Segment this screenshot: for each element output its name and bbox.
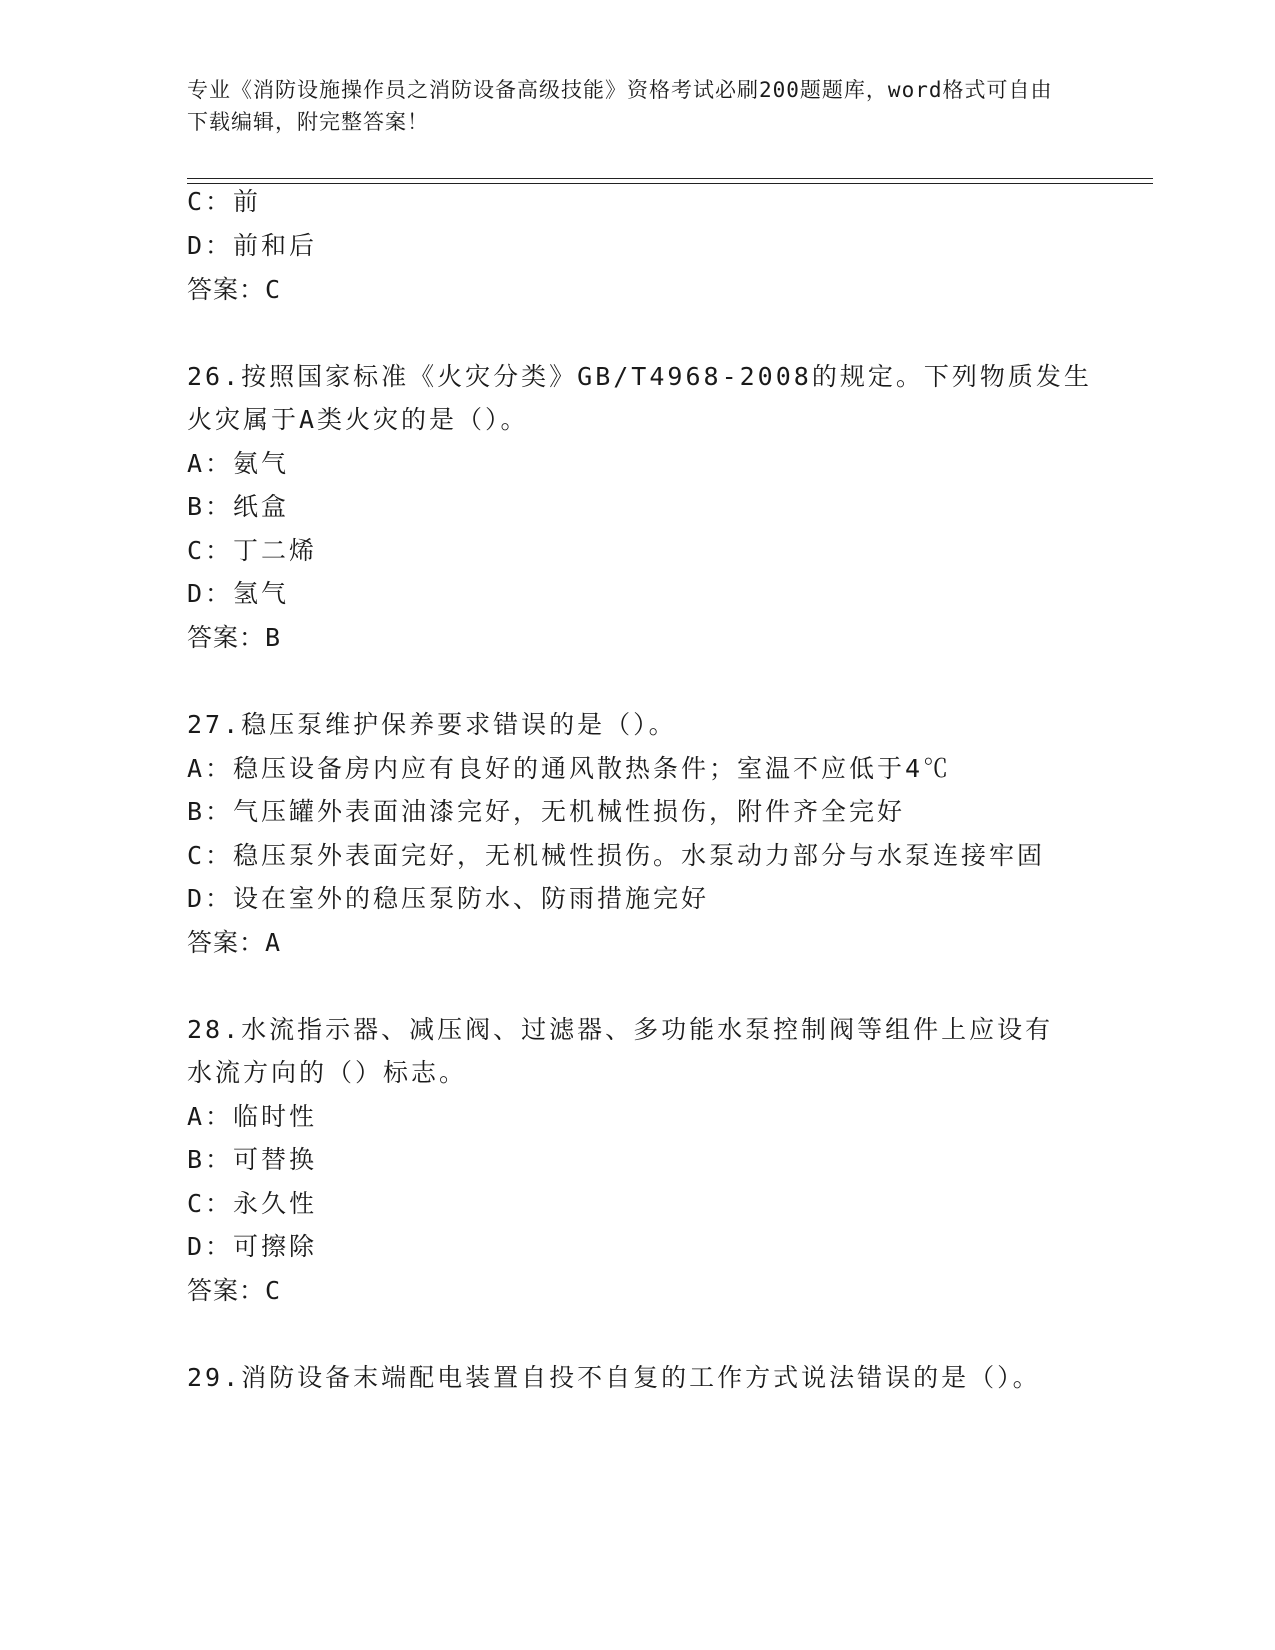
question-29-stem: 29.消防设备末端配电装置自投不自复的工作方式说法错误的是（）。 — [187, 1363, 1041, 1392]
question-27-option-a: A：稳压设备房内应有良好的通风散热条件；室温不应低于4℃ — [187, 754, 952, 783]
question-26-stem-cont: 火灾属于A类火灾的是（）。 — [187, 405, 529, 434]
question-28-answer: 答案：C — [187, 1276, 282, 1305]
question-28-stem: 28.水流指示器、减压阀、过滤器、多功能水泵控制阀等组件上应设有 — [187, 1015, 1054, 1044]
document-header: 专业《消防设施操作员之消防设备高级技能》资格考试必刷200题题库，word格式可自由下载编辑，附完整答案！ — [187, 78, 1053, 134]
option-d: D：前和后 — [187, 231, 318, 260]
question-27-option-b: B：气压罐外表面油漆完好，无机械性损伤，附件齐全完好 — [187, 797, 906, 826]
question-26-option-c: C：丁二烯 — [187, 536, 318, 565]
question-26-answer: 答案：B — [187, 623, 282, 652]
question-26-option-b: B：纸盒 — [187, 492, 290, 521]
question-27-stem: 27.稳压泵维护保养要求错误的是（）。 — [187, 710, 677, 739]
header-rule-bottom — [187, 183, 1153, 184]
question-28-option-d: D：可擦除 — [187, 1232, 318, 1261]
header-rule-top — [187, 178, 1153, 179]
option-c: C：前 — [187, 187, 262, 216]
question-27-option-d: D：设在室外的稳压泵防水、防雨措施完好 — [187, 884, 710, 913]
question-27-option-c: C：稳压泵外表面完好，无机械性损伤。水泵动力部分与水泵连接牢固 — [187, 841, 1046, 870]
question-28-stem-cont: 水流方向的（）标志。 — [187, 1058, 468, 1087]
question-28-option-a: A：临时性 — [187, 1102, 318, 1131]
question-28-option-c: C：永久性 — [187, 1189, 318, 1218]
question-26-option-d: D：氢气 — [187, 579, 290, 608]
question-26-stem: 26.按照国家标准《火灾分类》GB/T4968-2008的规定。下列物质发生 — [187, 362, 1092, 391]
question-28-option-b: B：可替换 — [187, 1145, 318, 1174]
answer-line: 答案：C — [187, 275, 282, 304]
question-27-answer: 答案：A — [187, 928, 282, 957]
question-26-option-a: A：氨气 — [187, 449, 290, 478]
